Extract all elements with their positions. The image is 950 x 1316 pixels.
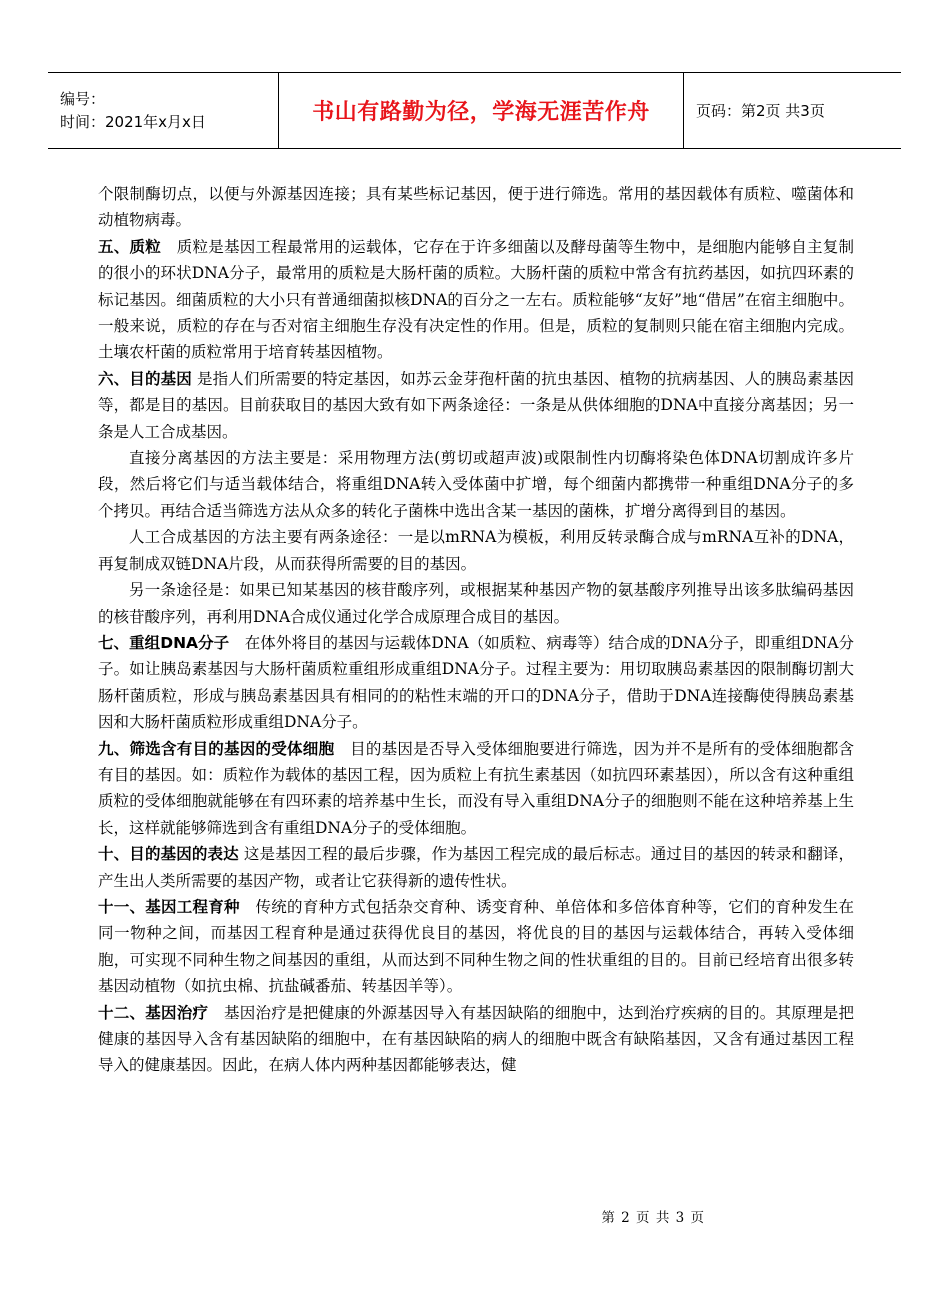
document-time: 时间：2021年x月x日 [60,112,206,131]
paragraph-text: 个限制酶切点，以便与外源基因连接；具有某些标记基因，便于进行筛选。常用的基因载体有质粒、噬菌体和动植物病毒。 [98,185,854,230]
header-left-cell [48,73,279,148]
header-page-number: 页码：第2页 共3页 [696,102,825,120]
paragraph [98,524,854,577]
paragraph [98,577,854,630]
section-heading: 十二、基因治疗 [98,1003,209,1022]
paragraph [98,894,854,1000]
paragraph [98,630,854,736]
paragraph-text: 传统的育种方式包括杂交育种、诱变育种、单倍体和多倍体育种等，它们的育种发生在同一物种之间，而基因工程育种是通过获得优良目的基因，将优良的目的基因与运载体结合，再转入受体细胞，可实现不同种生物之间基因的重组，从而达到不同种生物之间的性状重组的目的。目前已经培育出很多转基因动植物（如抗虫棉、抗盐碱番茄、转基因羊等）。 [98,897,854,996]
page-header [48,72,901,149]
paragraph-text: 质粒是基因工程最常用的运载体，它存在于许多细菌以及酵母菌等生物中，是细胞内能够自主复制的很小的环状DNA分子，最常用的质粒是大肠杆菌的质粒。大肠杆菌的质粒中常含有抗药基因，如抗四环素的标记基因。细菌质粒的大小只有普通细菌拟核DNA的百分之一左右。质粒能够“友好”地“借居”在宿主细胞中。一般来说，质粒的存在与否对宿主细胞生存没有决定性的作用。但是，质粒的复制则只能在宿主细胞内完成。土壤农杆菌的质粒常用于培育转基因植物。 [98,237,854,362]
paragraph [98,736,854,842]
paragraph [98,1000,854,1079]
header-motto: 书山有路勤为径，学海无涯苦作舟 [279,73,684,148]
section-heading: 九、筛选含有目的基因的受体细胞 [98,739,335,758]
paragraph-text: 直接分离基因的方法主要是：采用物理方法(剪切或超声波)或限制性内切酶将染色体DNA切割成许多片段，然后将它们与适当载体结合，将重组DNA转入受体菌中扩增，每个细菌内都携带一种重组DNA分子的多个拷贝。再结合适当筛选方法从众多的转化子菌株中选出含某一基因的菌株，扩增分离得到目的基因。 [98,449,854,520]
paragraph-text: 目的基因是否导入受体细胞要进行筛选，因为并不是所有的受体细胞都含有目的基因。如：质粒作为载体的基因工程，因为质粒上有抗生素基因（如抗四环素基因），所以含有这种重组质粒的受体细胞就能够在有四环素的培养基中生长，而没有导入重组DNA分子的细胞则不能在这种培养基上生长，这样就能够筛选到含有重组DNA分子的受体细胞。 [98,739,854,837]
section-heading: 十、目的基因的表达 [98,845,239,864]
document-body [98,181,854,1079]
paragraph-text: 另一条途径是：如果已知某基因的核苷酸序列，或根据某种基因产物的氨基酸序列推导出该多肽编码基因的核苷酸序列，再利用DNA合成仪通过化学合成原理合成目的基因。 [98,581,854,626]
paragraph [98,234,854,366]
paragraph [98,181,854,234]
page-footer: 第 2 页 共 3 页 [601,1210,705,1226]
paragraph [98,841,854,894]
paragraph [98,366,854,445]
paragraph-text: 人工合成基因的方法主要有两条途径：一是以mRNA为模板，利用反转录酶合成与mRNA互补的DNA，再复制成双链DNA片段，从而获得所需要的目的基因。 [98,528,854,573]
paragraph-text: 在体外将目的基因与运载体DNA（如质粒、病毒等）结合成的DNA分子，即重组DNA分子。如让胰岛素基因与大肠杆菌质粒重组形成重组DNA分子。过程主要为：用切取胰岛素基因的限制酶切割大肠杆菌质粒，形成与胰岛素基因具有相同的的粘性末端的开口的DNA分子，借助于DNA连接酶使得胰岛素基因和大肠杆菌质粒形成重组DNA分子。 [98,633,854,732]
section-heading: 五、质粒 [98,237,162,256]
section-heading: 七、重组DNA分子 [98,633,230,652]
paragraph-text: 这是基因工程的最后步骤，作为基因工程完成的最后标志。通过目的基因的转录和翻译，产生出人类所需要的基因产物，或者让它获得新的遗传性状。 [98,845,854,890]
document-number: 编号： [60,89,106,108]
paragraph [98,445,854,524]
section-heading: 六、目的基因 [98,369,192,388]
paragraph-text: 基因治疗是把健康的外源基因导入有基因缺陷的细胞中，达到治疗疾病的目的。其原理是把健康的基因导入含有基因缺陷的细胞中，在有基因缺陷的病人的细胞中既含有缺陷基因，又含有通过基因工程导入的健康基因。因此，在病人体内两种基因都能够表达，健 [98,1003,854,1075]
paragraph-text: 是指人们所需要的特定基因，如苏云金芽孢杆菌的抗虫基因、植物的抗病基因、人的胰岛素基因等，都是目的基因。目前获取目的基因大致有如下两条途径：一条是从供体细胞的DNA中直接分离基因；另一条是人工合成基因。 [98,369,854,441]
section-heading: 十一、基因工程育种 [98,897,240,916]
